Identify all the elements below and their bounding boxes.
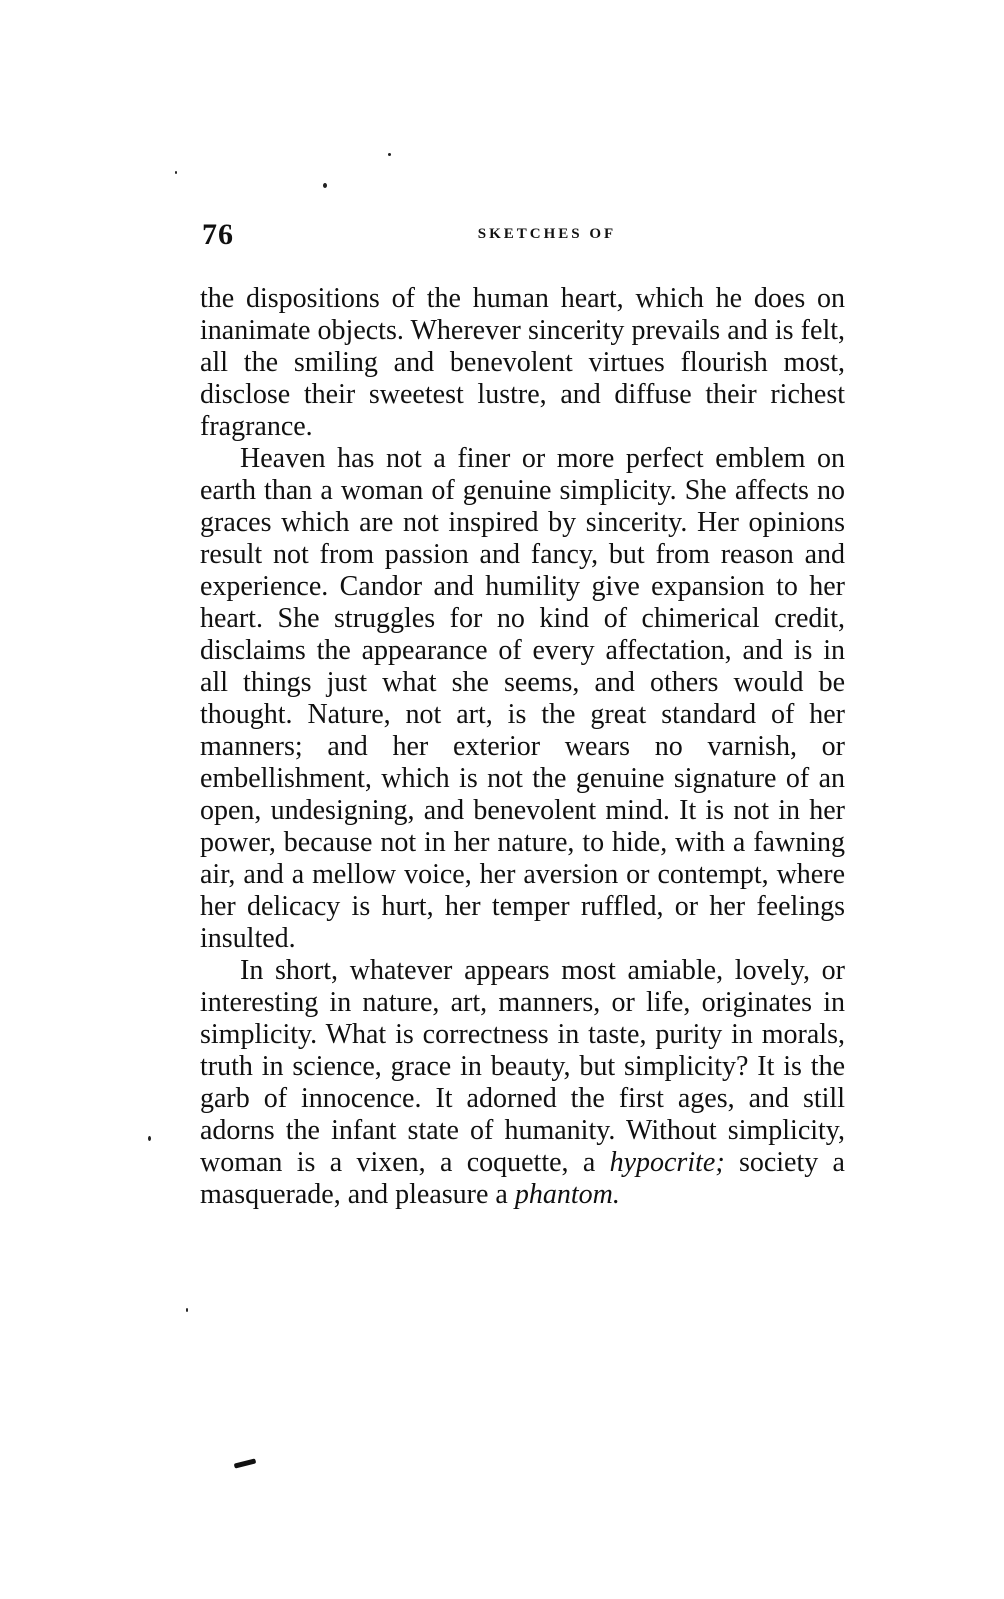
paragraph <box>200 955 845 1211</box>
scan-speck <box>186 1308 188 1312</box>
paragraph-text: society a masquerade, and pleasure a <box>200 1147 845 1210</box>
scan-speck <box>148 1136 151 1141</box>
page-text <box>200 283 845 1211</box>
page-number: 76 <box>202 218 234 251</box>
scan-speck <box>388 153 391 156</box>
italic-text: hypocrite; <box>609 1147 725 1178</box>
page-header <box>202 218 852 258</box>
paragraph: the dispositions of the human heart, which he does on inanimate objects. Wherever sincerity prevails and is felt, all the smiling and benevolent virtues flourish most, disclose their sweetest lustre, and diffuse their richest fragrance. <box>200 283 845 442</box>
italic-text: phantom. <box>514 1179 620 1210</box>
paragraph-text: In short, whatever appears most amiable, lovely, or interesting in nature, art, manners, or life, originates in simplicity. What is correctness in taste, purity in morals, truth in science, grace in beauty, but simplicity? It is the garb of innocence. It adorned the first ages, and still adorns the infant state of humanity. Without simplicity, woman is a vixen, a coquette, a <box>200 955 845 1178</box>
scan-speck <box>175 171 177 174</box>
paragraph: Heaven has not a finer or more perfect emblem on earth than a woman of genuine simplicity. She affects no graces which are not inspired by sincerity. Her opinions result not from passion and fancy, but from reason and experience. Candor and humility give expansion to her heart. She struggles for no kind of chimerical credit, disclaims the appearance of every affectation, and is in all things just what she seems, and others would be thought. Nature, not art, is the great standard of her manners; and her exterior wears no varnish, or embellishment, which is not the genuine signature of an open, undesigning, and benevolent mind. It is not in her power, because not in her nature, to hide, with a fawning air, and a mellow voice, her aversion or contempt, where her delicacy is hurt, her temper ruffled, or her feelings insulted. <box>200 443 845 954</box>
scan-speck <box>323 183 327 188</box>
running-head: SKETCHES OF <box>477 226 617 242</box>
ink-mark <box>234 1458 257 1468</box>
